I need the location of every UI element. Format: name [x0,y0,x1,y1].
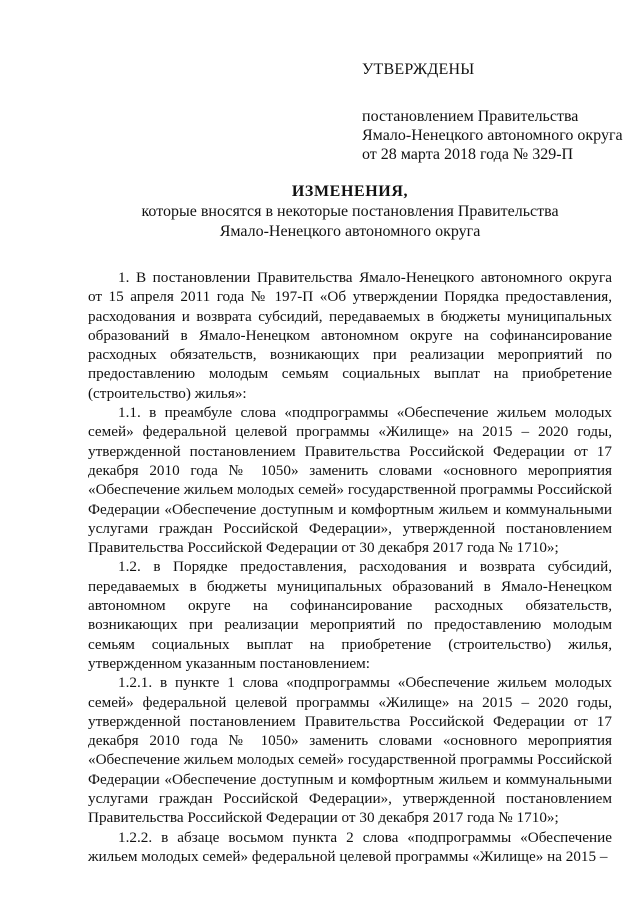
paragraph-1-2-2: 1.2.2. в абзаце восьмом пункта 2 слова «подпрограммы «Обеспечение жильем молодых семей» федеральной целевой программы «Жилище» на 2015 – [88,828,612,865]
document-body [88,268,612,866]
paragraph-1: 1. В постановлении Правительства Ямало-Ненецкого автономного округа от 15 апреля 2011 года № 197-П «Об утверждении Порядка предоставления, расходования и возврата субсидий, передаваемых в бюджеты муниципальных образований в Ямало-Ненецком автономном округе на софинансирование расходных обязательств, возникающих при реализации мероприятий по предоставлению молодым семьям социальных выплат на приобретение (строительство) жилья»: [88,269,612,402]
approval-line-1: постановлением Правительства [362,108,579,125]
document-title-block [90,182,610,242]
approval-line-2: Ямало-Ненецкого автономного округа [362,127,623,144]
approval-block [362,60,622,164]
paragraph-1-2: 1.2. в Порядке предоставления, расходования и возврата субсидий, передаваемых в бюджеты муниципальных образований в Ямало-Ненецком автономном округе на софинансирование расходных обязательств, возникающих при реализации мероприятий по предоставлению молодым семьям социальных выплат на приобретение (строительство) жилья, утвержденном указанным постановлением: [88,558,612,672]
paragraph-1-1: 1.1. в преамбуле слова «подпрограммы «Обеспечение жильем молодых семей» федеральной целевой программы «Жилище» на 2015 – 2020 годы, утвержденной постановлением Правительства Российской Федерации от 17 декабря 2010 года № 1050» заменить словами «основного мероприятия «Обеспечение жильем молодых семей» государственной программы Российской Федерации «Обеспечение доступным и комфортным жильем и коммунальными услугами граждан Российской Федерации», утвержденной постановлением Правительства Российской Федерации от 30 декабря 2017 года № 1710»; [88,404,612,557]
document-subtitle-line-2: Ямало-Ненецкого автономного округа [219,223,481,240]
approval-line-3: от 28 марта 2018 года № 329-П [362,146,574,163]
document-subtitle-line-1: которые вносятся в некоторые постановления Правительства [141,203,559,220]
approval-heading: УТВЕРЖДЕНЫ [362,61,475,78]
document-title: ИЗМЕНЕНИЯ, [291,183,409,200]
paragraph-1-2-1: 1.2.1. в пункте 1 слова «подпрограммы «Обеспечение жильем молодых семей» федеральной целевой программы «Жилище» на 2015 – 2020 годы, утвержденной постановлением Правительства Российской Федерации от 17 декабря 2010 года № 1050» заменить словами «основного мероприятия «Обеспечение жильем молодых семей» государственной программы Российской Федерации «Обеспечение доступным и комфортным жильем и коммунальными услугами граждан Российской Федерации», утвержденной постановлением Правительства Российской Федерации от 30 декабря 2017 года № 1710»; [88,674,612,827]
